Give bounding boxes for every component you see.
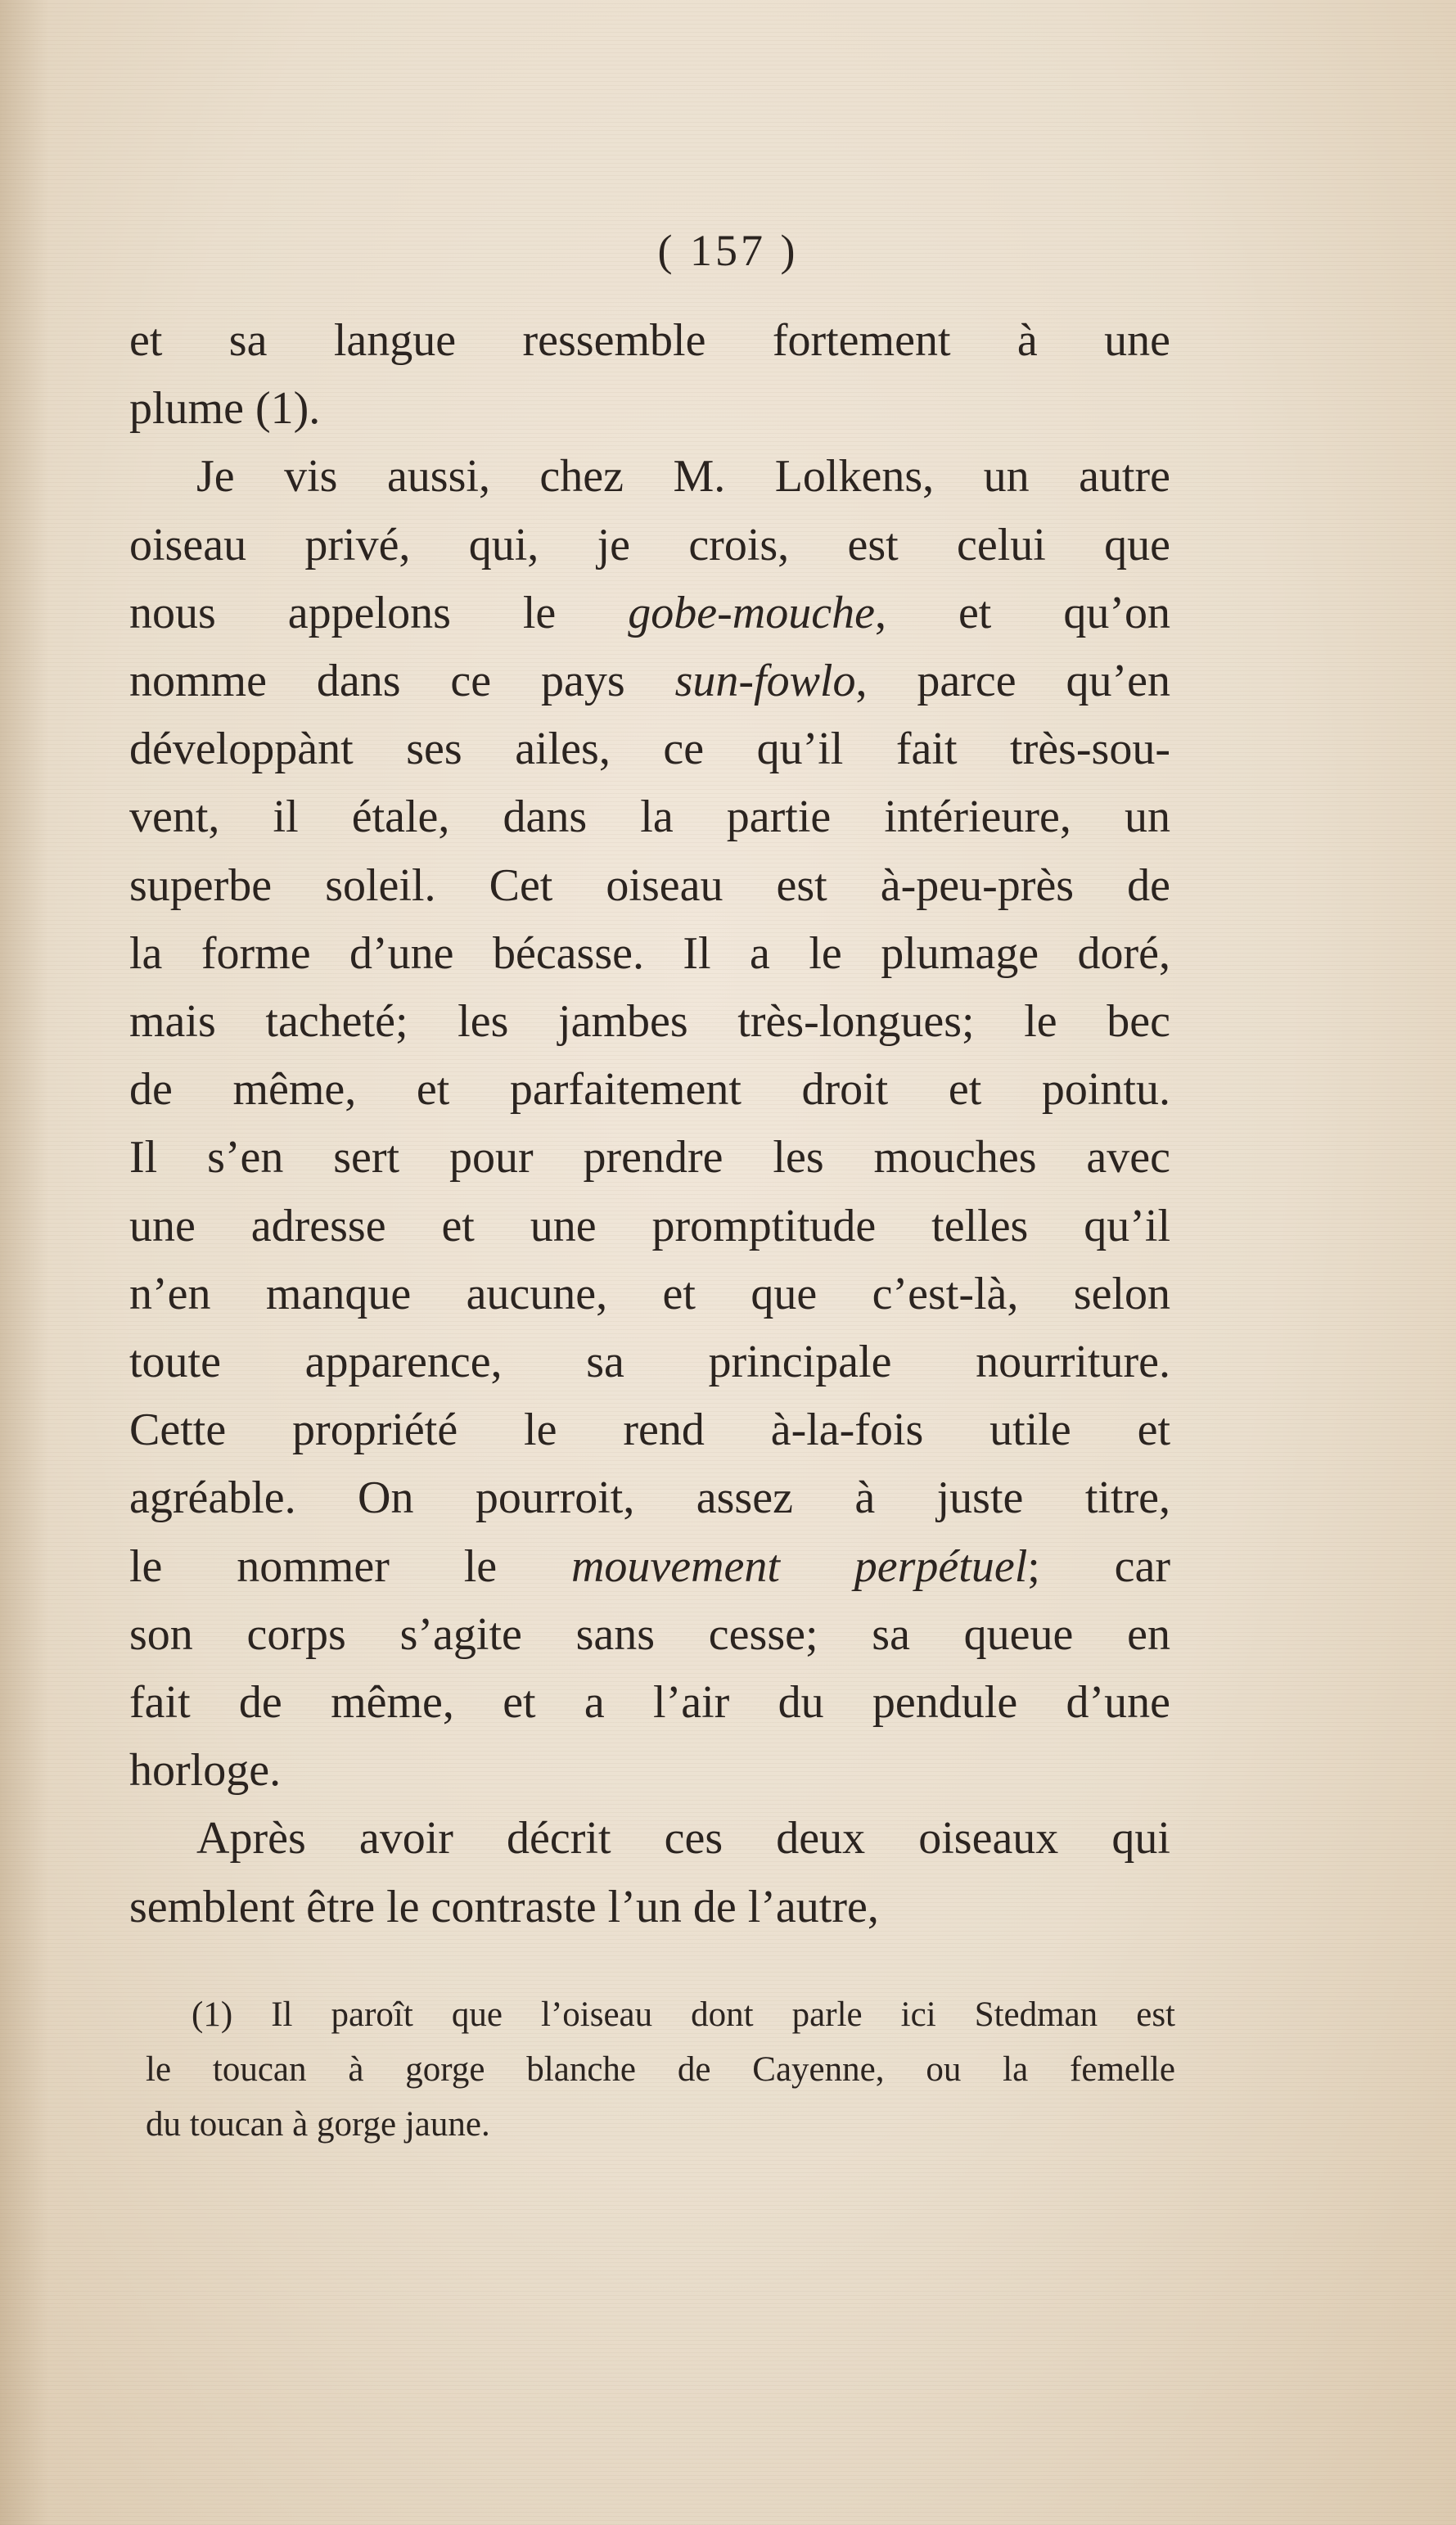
text-line [129, 988, 1170, 1056]
footnote-line: le toucan à gorge blanche de Cayenne, ou la femelle [146, 2050, 1175, 2089]
text-line [129, 375, 1170, 443]
text-segment: Après avoir décrit ces deux oiseaux qui [196, 1813, 1170, 1864]
text-line [129, 1260, 1170, 1328]
page-edge-shadow [0, 0, 49, 2525]
text-line [129, 512, 1170, 579]
footnote [146, 1987, 1175, 2152]
text-line [129, 852, 1170, 920]
footnote-line: du toucan à gorge jaune. [146, 2105, 490, 2144]
text-line [129, 307, 1170, 375]
text-line [129, 1601, 1170, 1669]
text-line [129, 1873, 1170, 1941]
text-line [129, 1124, 1170, 1192]
text-segment: une adresse et une promptitude telles qu’il [129, 1200, 1170, 1251]
text-line [129, 1737, 1170, 1805]
text-segment: Je vis aussi, chez M. Lolkens, un autre [196, 451, 1170, 503]
text-segment: développànt ses ailes, ce qu’il fait très-sou- [129, 724, 1170, 775]
text-line [129, 920, 1170, 988]
text-line [129, 1464, 1170, 1532]
text-segment: plume (1). [129, 383, 321, 435]
text-segment: et sa langue ressemble fortement à une [129, 315, 1170, 366]
text-segment: vent, il étale, dans la partie intérieure, un [129, 791, 1170, 843]
text-line [129, 1396, 1170, 1464]
text-segment: ; car [1027, 1540, 1170, 1592]
text-segment: n’en manque aucune, et que c’est-là, selon [129, 1268, 1170, 1319]
text-segment: , et qu’on [874, 587, 1170, 638]
text-segment: la forme d’une bécasse. Il a le plumage doré, [129, 927, 1170, 979]
text-segment: oiseau privé, qui, je crois, est celui que [129, 519, 1170, 570]
text-segment: superbe soleil. Cet oiseau est à-peu-près de [129, 859, 1170, 911]
text-line [129, 1669, 1170, 1737]
text-line [129, 1805, 1170, 1873]
text-segment: le nommer le [129, 1540, 571, 1592]
text-segment: de même, et parfaitement droit et pointu. [129, 1064, 1170, 1116]
text-segment: Il s’en sert pour prendre les mouches avec [129, 1132, 1170, 1184]
italic-term: gobe-mouche [628, 587, 875, 638]
text-segment: , parce qu’en [855, 656, 1171, 707]
text-line [129, 1193, 1170, 1260]
text-line [129, 1328, 1170, 1396]
text-line [129, 1533, 1170, 1601]
text-segment: fait de même, et a l’air du pendule d’une [129, 1677, 1170, 1729]
main-text [129, 307, 1170, 1941]
text-line [129, 715, 1170, 783]
text-line [129, 443, 1170, 511]
text-line [129, 783, 1170, 851]
text-line [129, 1056, 1170, 1124]
text-segment: nous appelons le [129, 587, 629, 638]
text-segment: mais tacheté; les jambes très-longues; le bec [129, 996, 1170, 1048]
italic-term: sun-fowlo [674, 656, 856, 707]
text-segment: Cette propriété le rend à-la-fois utile et [129, 1405, 1170, 1456]
text-segment: semblent être le contraste l’un de l’autre, [129, 1881, 879, 1932]
text-segment: son corps s’agite sans cesse; sa queue en [129, 1608, 1170, 1660]
page-number: ( 157 ) [657, 226, 799, 275]
text-segment: nomme dans ce pays [129, 656, 675, 707]
italic-term: mouvement perpétuel [570, 1540, 1028, 1592]
text-line [129, 647, 1170, 715]
text-segment: agréable. On pourroit, assez à juste titre, [129, 1472, 1170, 1524]
footnote-line: (1) Il paroît que l’oiseau dont parle ici Stedman est [192, 1995, 1175, 2034]
text-segment: toute apparence, sa principale nourriture. [129, 1337, 1170, 1388]
text-line [129, 579, 1170, 647]
text-segment: horloge. [129, 1745, 282, 1797]
